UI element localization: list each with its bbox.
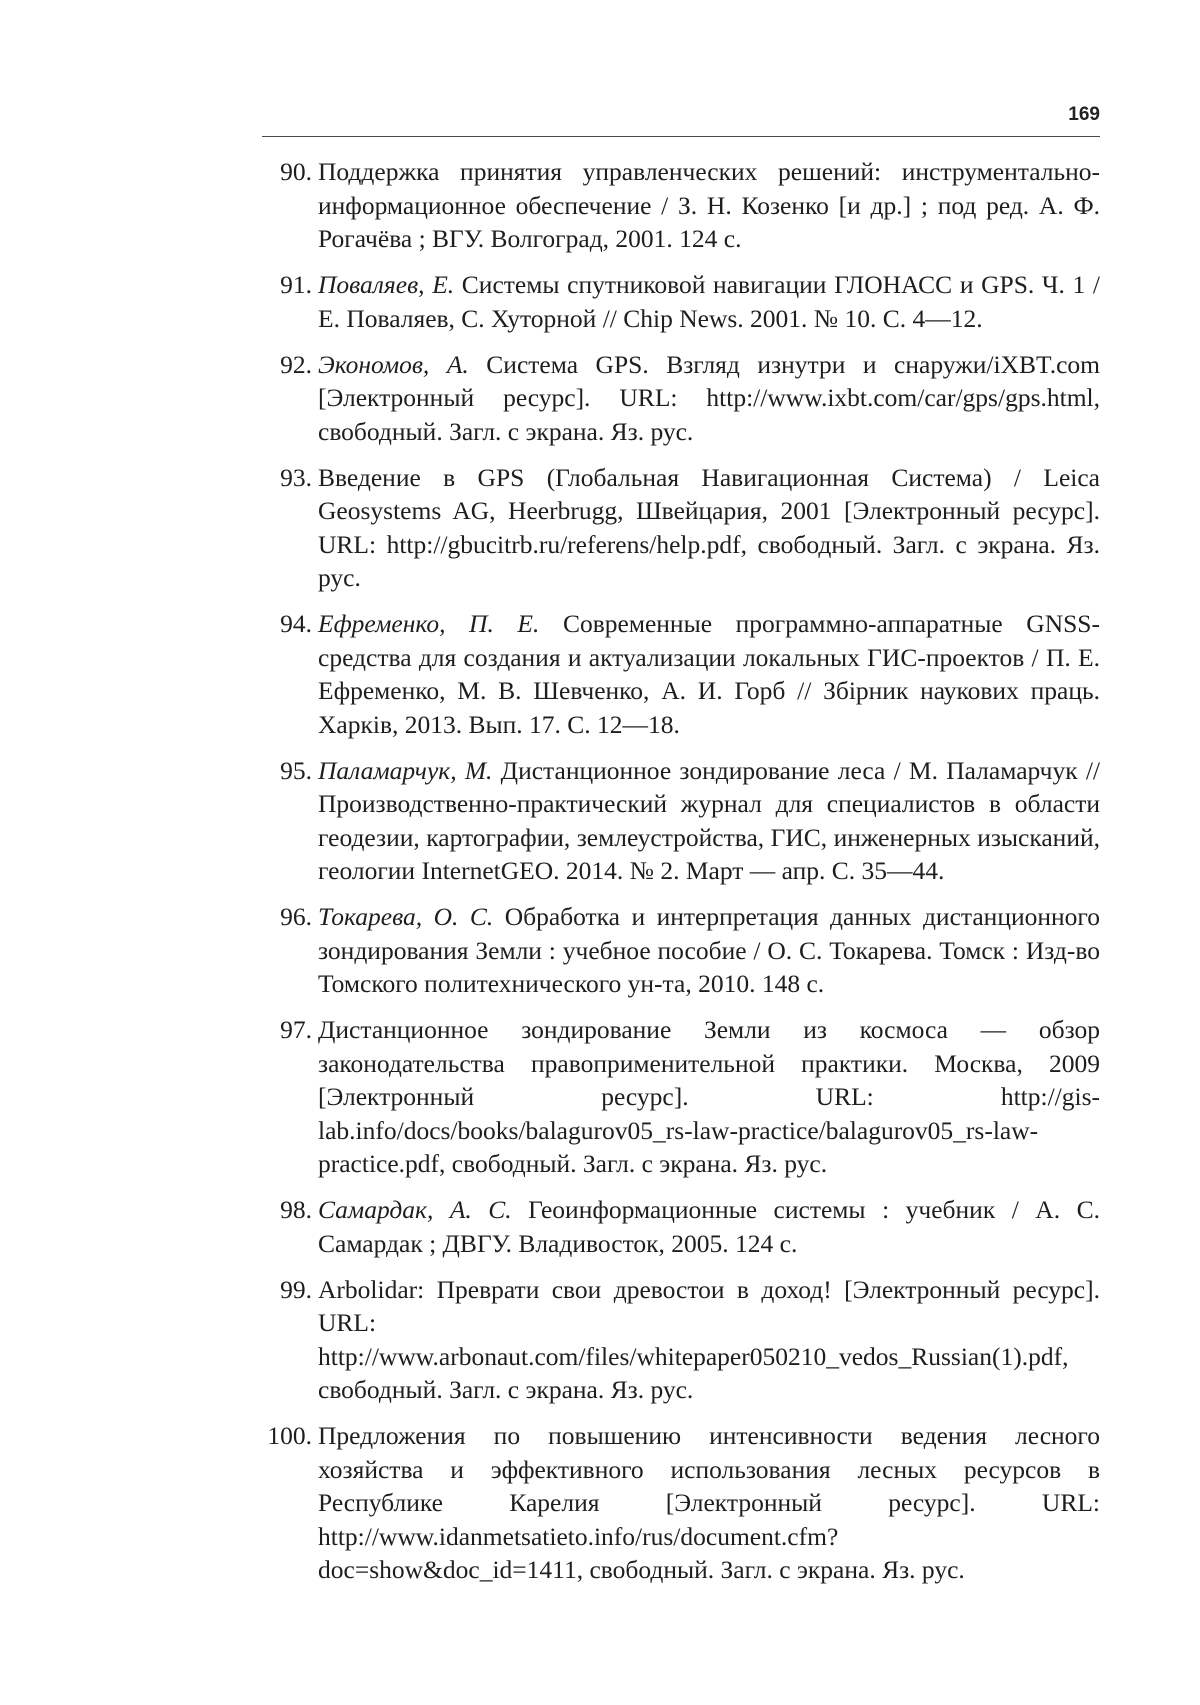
reference-number: 90. [280,157,312,186]
reference-item [262,607,1100,741]
reference-item [262,754,1100,888]
reference-text: Дистанционное зондирование Земли из космоса — обзор законодательства правоприменительной практики. Москва, 2009 [Электронный ресурс]. URL: http://gis-lab.info/docs/books/balagurov05_rs-law-practice/balagurov05_rs-law-practice.pdf, свободный. Загл. с экрана. Яз. рус. [318,1015,1100,1178]
reference-text: Современные программно-аппаратные GNSS-средства для создания и актуализации локальных ГИС-проектов / П. Е. Ефременко, М. В. Шевченко, А. И. Горб // Збірник наукових праць. Харків, 2013. Вып. 17. С. 12—18. [318,609,1100,739]
reference-item [262,1013,1100,1181]
reference-text: Введение в GPS (Глобальная Навигационная Система) / Leica Geosystems AG, Heerbrugg, Швейцария, 2001 [Электронный ресурс]. URL: http://gbucitrb.ru/referens/help.pdf, свободный. Загл. с экрана. Яз. рус. [318,462,1100,592]
reference-number: 92. [280,349,312,379]
reference-number: 96. [280,902,312,931]
reference-text: Обработка и интерпретация данных дистанционного зондирования Земли : учебное пособие / О. С. Токарева. Томск : Изд-во Томского политехнического ун-та, 2010. 148 с. [318,902,1100,998]
reference-text: Система GPS. Взгляд изнутри и снаружи/iXBT.com [Электронный ресурс]. URL: http://www.ixbt.com/car/gps/gps.html, свободный. Загл. с экрана. Яз. рус. [318,349,1100,446]
reference-item [262,348,1100,449]
reference-author: Самардак, А. С. [318,1195,512,1224]
reference-text: Предложения по повышению интенсивности ведения лесного хозяйства и эффективного использования лесных ресурсов в Республике Карелия [Электронный ресурс]. URL: http://www.idanmetsatieto.info/rus/document.cfm?doc=show&doc_id=1411, свободный. Загл. с экрана. Яз. рус. [318,1421,1100,1584]
reference-number: 99. [280,1274,312,1304]
reference-number: 98. [280,1195,312,1224]
reference-text: Геоинформационные системы : учебник / А. С. Самардак ; ДВГУ. Владивосток, 2005. 124 с. [318,1195,1100,1258]
reference-author: Ефременко, П. Е. [318,609,540,638]
reference-item [262,155,1100,256]
page-number: 169 [1068,104,1100,125]
reference-item [262,461,1100,595]
reference-author: Экономов, А. [318,349,469,379]
reference-author: Поваляев, Е. [318,270,455,299]
reference-number: 94. [280,609,312,638]
reference-item [262,268,1100,335]
reference-number: 95. [280,755,312,785]
reference-text: Дистанционное зондирование леса / М. Паламарчук // Производственно-практический журнал для специалистов в области геодезии, картографии, землеустройства, ГИС, инженерных изысканий, геологии InternetGEO. 2014. № 2. Март — апр. С. 35—44. [318,755,1101,885]
reference-text: Поддержка принятия управленческих решений: инструментально-информационное обеспечение / З. Н. Козенко [и др.] ; под ред. А. Ф. Рогачёва ; ВГУ. Волгоград, 2001. 124 с. [318,157,1100,253]
reference-author: Паламарчук, М. [318,755,493,785]
reference-author: Токарева, О. С. [318,902,494,931]
reference-text: Системы спутниковой навигации ГЛОНАСС и GPS. Ч. 1 / Е. Поваляев, С. Хуторной // Chip News. 2001. № 10. С. 4—12. [318,270,1101,333]
reference-list [262,155,1100,1599]
reference-number: 91. [280,270,312,299]
reference-number: 100. [267,1421,312,1450]
reference-number: 97. [280,1015,312,1044]
reference-item [262,900,1100,1001]
page-header [262,104,1100,137]
reference-item [262,1273,1100,1407]
reference-item [262,1419,1100,1587]
reference-text: Arbolidar: Преврати свои древостои в доход! [Электронный ресурс]. URL: http://www.arbonaut.com/files/whitepaper050210_vedos_Russian(1).pdf, свободный. Загл. с экрана. Яз. рус. [318,1274,1100,1404]
reference-item [262,1193,1100,1260]
reference-number: 93. [280,462,312,492]
